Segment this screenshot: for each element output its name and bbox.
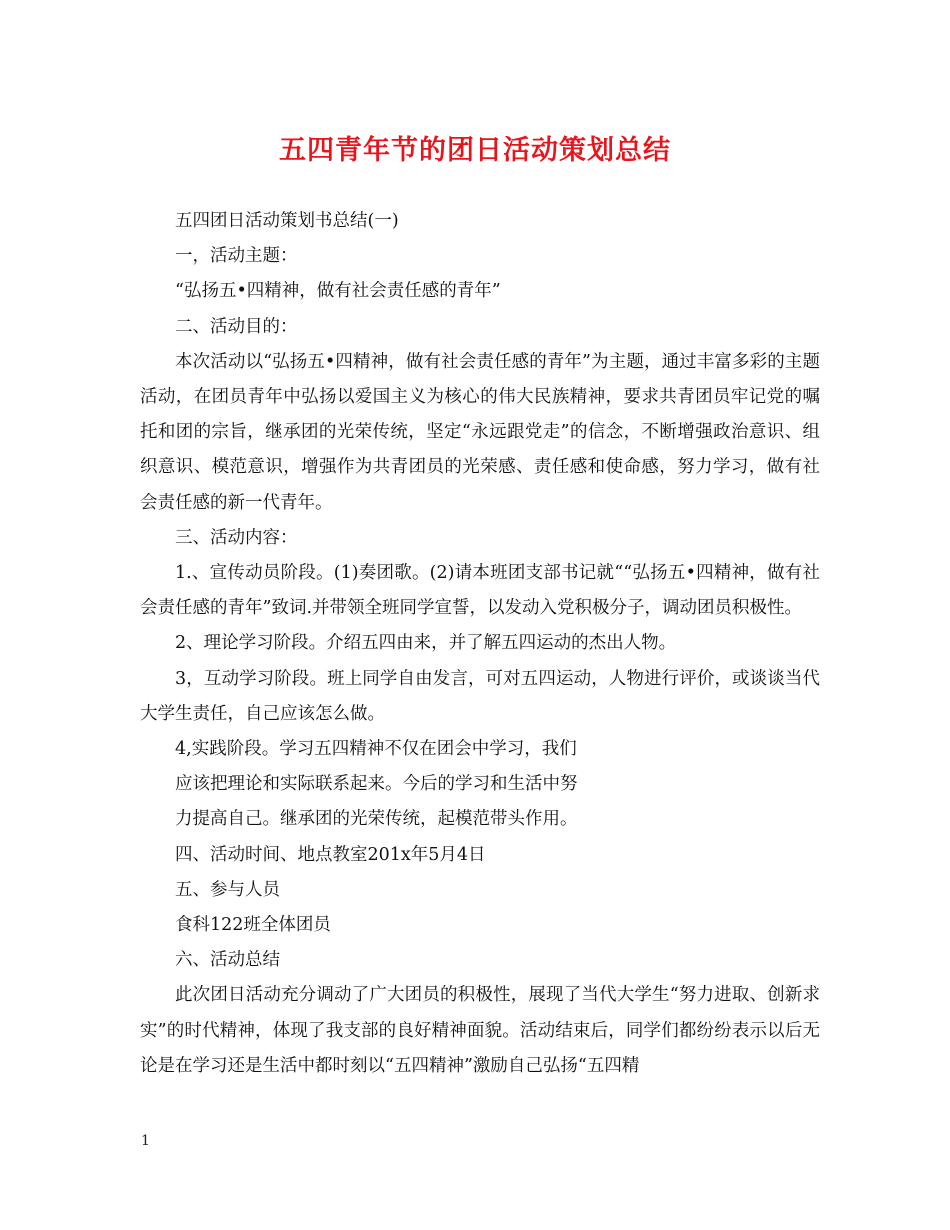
summary-text: 此次团日活动充分调动了广大团员的积极性，展现了当代大学生“努力进取、创新求实”的时代精神，体现了我支部的良好精神面貌。活动结束后，同学们都纷纷表示以后无论是在学习还是生活中都时刻以“五四精神”激励自己弘扬“五四精 <box>140 985 820 1076</box>
content-item-4-line-2: 应该把理论和实际联系起来。今后的学习和生活中努 <box>175 774 578 795</box>
content-item-4-line-1: 4,实践阶段。学习五四精神不仅在团会中学习，我们 <box>175 739 577 760</box>
activity-purpose-heading: 二、活动目的： <box>175 316 298 337</box>
summary-heading: 六、活动总结 <box>175 950 280 971</box>
participants-heading: 五、参与人员 <box>175 879 280 900</box>
participants-text: 食科122班全体团员 <box>175 915 331 936</box>
page-number: 1 <box>141 1133 150 1149</box>
content-item-2: 2、理论学习阶段。介绍五四由来，并了解五四运动的杰出人物。 <box>175 633 677 654</box>
document-body <box>140 204 820 1084</box>
activity-content-heading: 三、活动内容： <box>175 527 298 548</box>
activity-purpose-text: 本次活动以“弘扬五•四精神，做有社会责任感的青年”为主题，通过丰富多彩的主题活动，在团员青年中弘扬以爱国主义为核心的伟大民族精神，要求共青团员牢记党的嘱托和团的宗旨，继承团的光荣传统，坚定“永远跟党走”的信念，不断增强政治意识、组织意识、模范意识，增强作为共青团员的光荣感、责任感和使命感，努力学习，做有社会责任感的新一代青年。 <box>140 351 820 513</box>
section-heading: 五四团日活动策划书总结(一) <box>175 211 399 231</box>
content-item-1: 1.、宣传动员阶段。(1)奏团歌。(2)请本班团支部书记就““弘扬五•四精神，做有社会责任感的青年”致词.并带领全班同学宣誓，以发动入党积极分子，调动团员积极性。 <box>140 563 820 619</box>
content-item-4-line-3: 力提高自己。继承团的光荣传统，起模范带头作用。 <box>175 809 578 830</box>
content-item-3: 3，互动学习阶段。班上同学自由发言，可对五四运动，人物进行评价，或谈谈当代大学生责任，自己应该怎么做。 <box>140 668 820 724</box>
document-title: 五四青年节的团日活动策划总结 <box>279 135 671 166</box>
activity-theme-heading: 一，活动主题： <box>175 246 298 267</box>
activity-theme-text: “弘扬五•四精神，做有社会责任感的青年” <box>175 281 501 302</box>
activity-time-place: 四、活动时间、地点教室201x年5月4日 <box>175 844 486 865</box>
